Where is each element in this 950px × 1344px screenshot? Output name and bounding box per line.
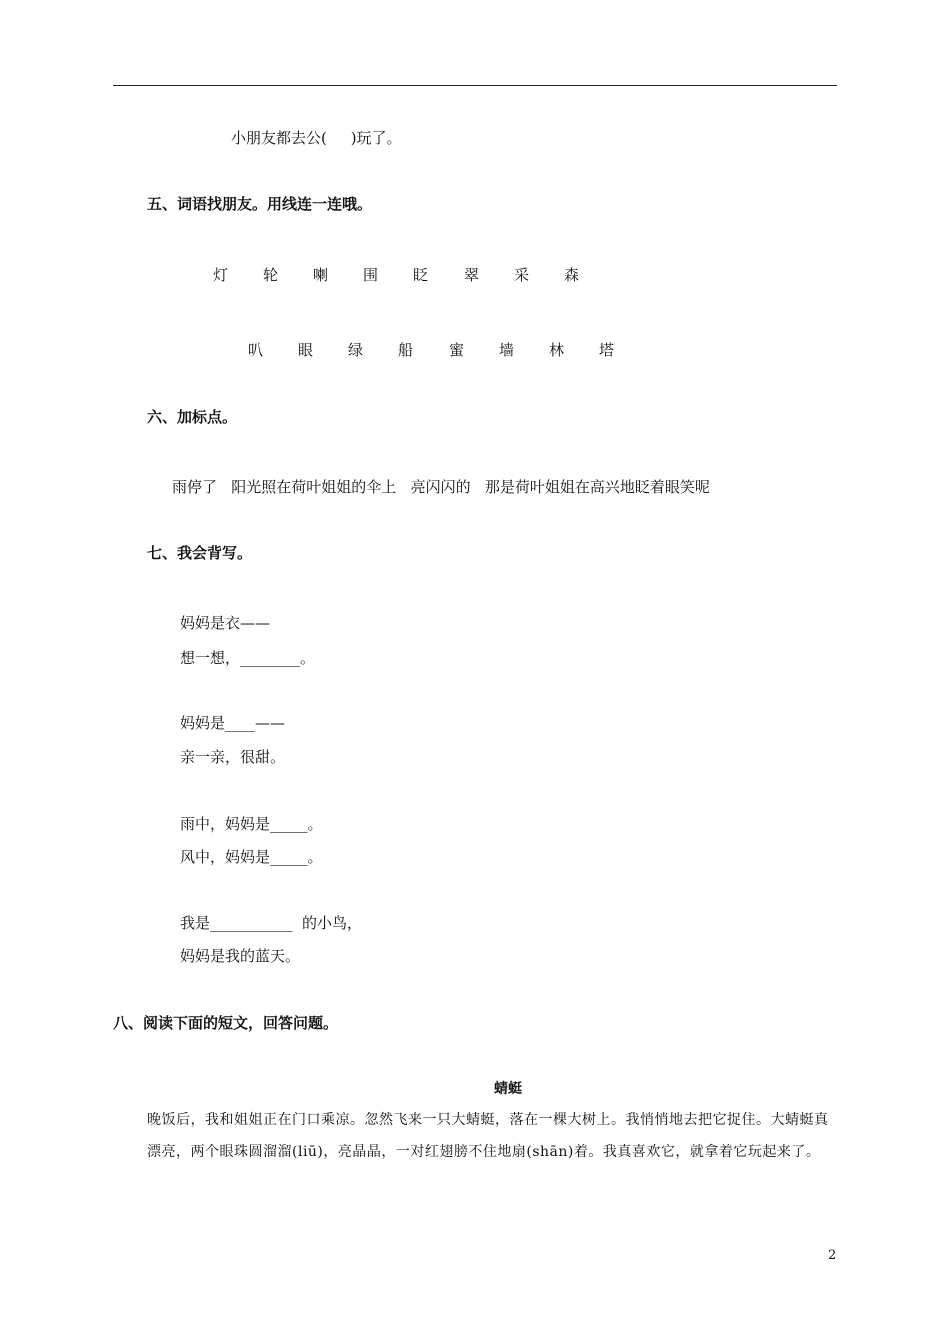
poem-line: 亲一亲，很甜。 — [180, 748, 286, 766]
word-char: 蜜 — [449, 341, 465, 359]
punctuation-sentence: 雨停了 阳光照在荷叶姐姐的伞上 亮闪闪的 那是荷叶姐姐在高兴地眨着眼笑呢 — [172, 478, 710, 496]
word-char: 绿 — [348, 341, 364, 359]
section-5-title: 五、词语找朋友。用线连一连哦。 — [147, 195, 373, 213]
poem-line: 想一想，________。 — [180, 649, 316, 667]
page-number: 2 — [828, 1248, 837, 1263]
word-char: 翠 — [464, 266, 480, 284]
word-char: 塔 — [599, 341, 615, 359]
poem-line: 妈妈是衣—— — [180, 614, 271, 632]
header-rule — [113, 85, 837, 86]
word-char: 林 — [549, 341, 565, 359]
story-title: 蜻蜓 — [494, 1081, 522, 1097]
word-char: 眨 — [413, 266, 429, 284]
word-char: 眼 — [298, 341, 314, 359]
word-char: 船 — [398, 341, 414, 359]
section-8-title: 八、阅读下面的短文，回答问题。 — [113, 1014, 339, 1032]
poem-line: 妈妈是我的蓝天。 — [180, 947, 301, 965]
word-char: 叭 — [248, 341, 264, 359]
word-char: 采 — [514, 266, 530, 284]
word-char: 围 — [363, 266, 379, 284]
poem-line: 雨中，妈妈是_____。 — [180, 815, 323, 833]
section-6-title: 六、加标点。 — [147, 408, 238, 426]
section-7-title: 七、我会背写。 — [147, 544, 253, 562]
poem-line: 我是___________ 的小鸟， — [180, 914, 363, 932]
word-char: 森 — [564, 266, 580, 284]
poem-line: 风中，妈妈是_____。 — [180, 848, 323, 866]
word-char: 墙 — [499, 341, 515, 359]
word-char: 轮 — [263, 266, 279, 284]
fill-blank-sentence: 小朋友都去公( )玩了。 — [231, 129, 402, 147]
story-paragraph: 晚饭后，我和姐姐正在门口乘凉。忽然飞来一只大蜻蜓，落在一棵大树上。我悄悄地去把它捉住。大蜻蜓真漂亮，两个眼珠圆溜溜(liū)，亮晶晶，一对红翅膀不住地扇(shān)着。我真喜欢它，就拿着它玩起来了。 — [147, 1112, 829, 1160]
poem-line: 妈妈是____—— — [180, 714, 286, 732]
word-char: 喇 — [313, 266, 329, 284]
word-char: 灯 — [213, 266, 229, 284]
